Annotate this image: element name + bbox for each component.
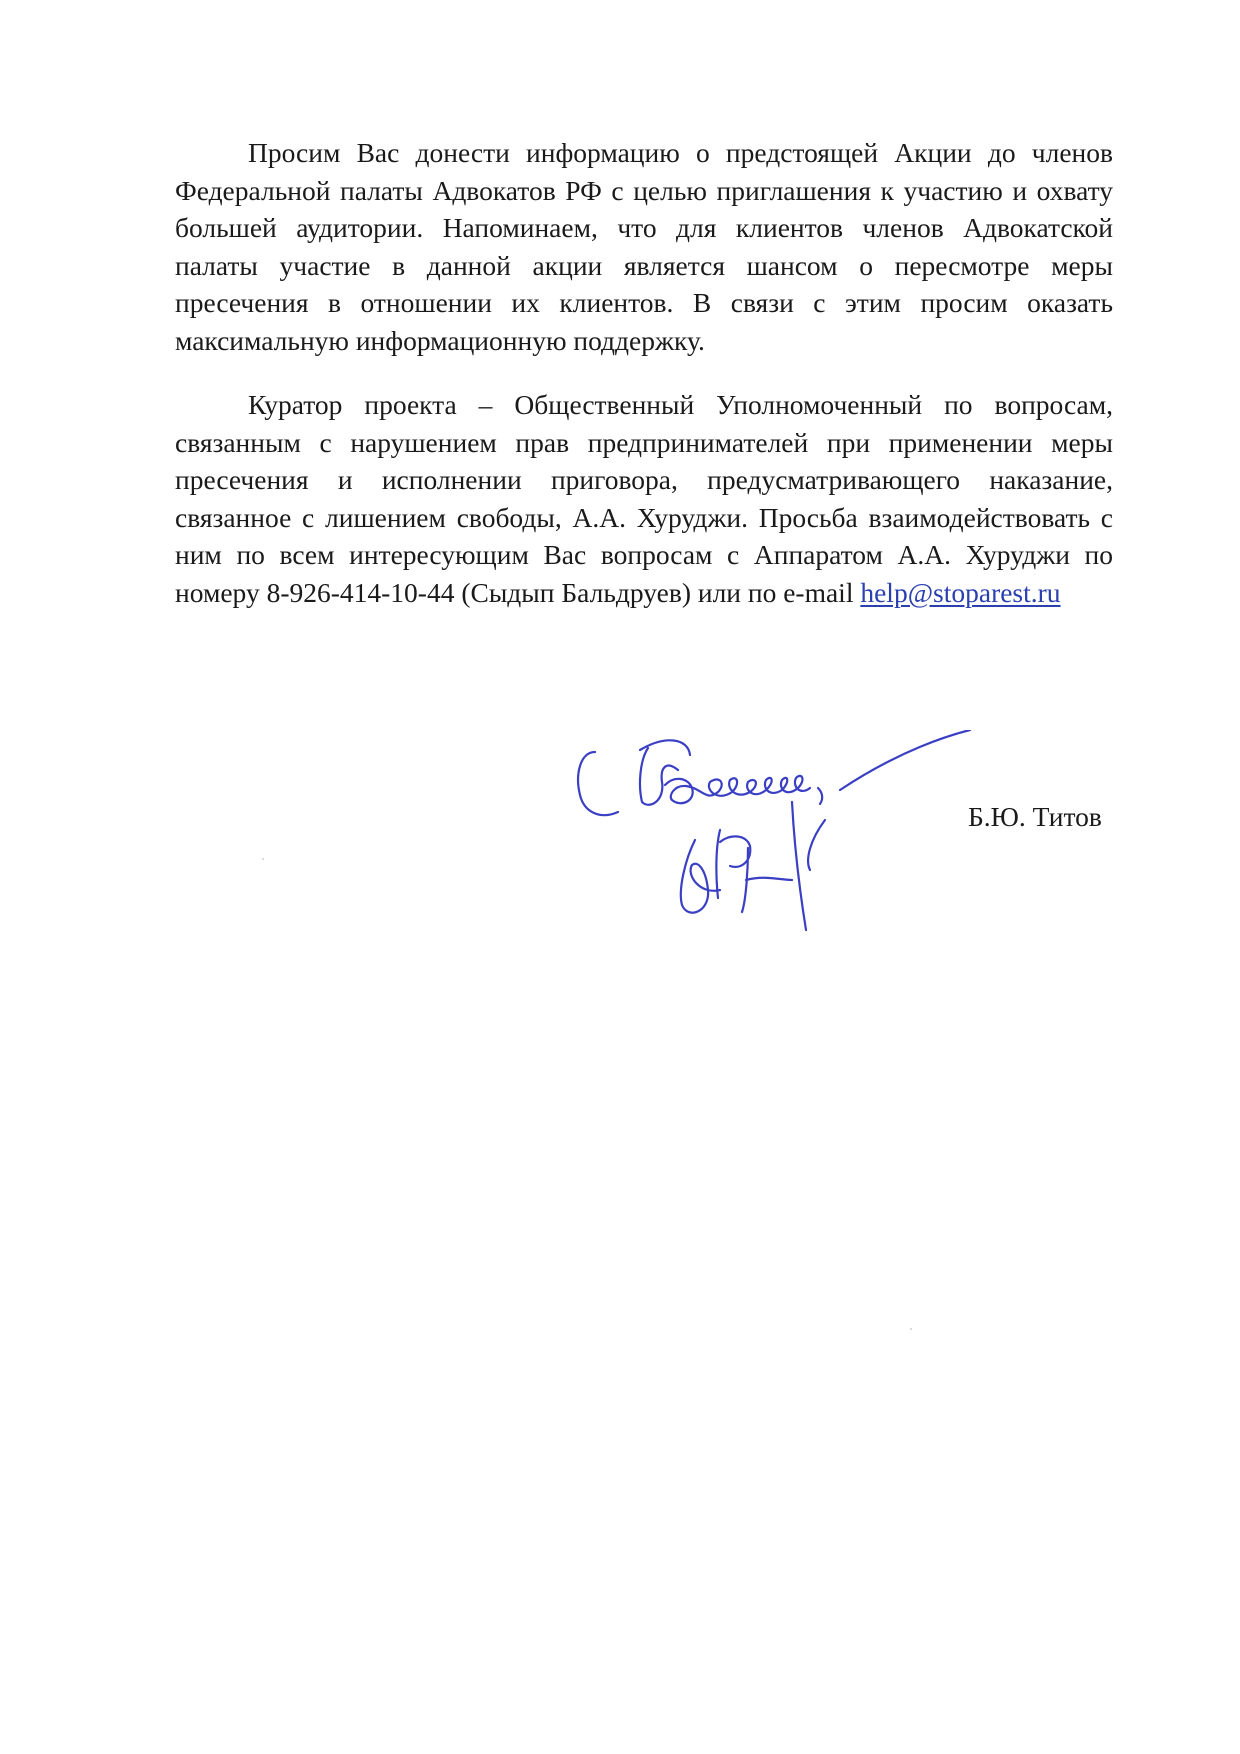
paragraph-request-text: Просим Вас донести информацию о предстоящей Акции до членов Федеральной палаты Адвокатов РФ с целью приглашения к участию и охвату большей аудитории. Напоминаем, что для клиентов членов Адвокатской палаты участие в данной акции является шансом о пересмотре меры пресечения в отношении их клиентов. В связи с этим просим оказать максимальную информационную поддержку. bbox=[175, 137, 1113, 356]
scan-speck bbox=[262, 858, 264, 860]
paragraph-curator bbox=[175, 386, 1113, 611]
handwritten-signature bbox=[570, 730, 1090, 1010]
paragraph-curator-text: Куратор проекта – Общественный Уполномоченный по вопросам, связанным с нарушением прав предпринимателей при применении меры пресечения и исполнении приговора, предусматривающего наказание, связанное с лишением свободы, А.А. Хуруджи. Просьба взаимодействовать с ним по всем интересующим Вас вопросам с Аппаратом А.А. Хуруджи по номеру 8-926-414-10-44 (Сыдып Бальдруев) или по e-mail bbox=[175, 389, 1113, 608]
email-link[interactable]: help@stoparest.ru bbox=[860, 576, 1061, 608]
scan-speck bbox=[910, 1328, 912, 1330]
paragraph-request bbox=[175, 134, 1113, 359]
signer-name: Б.Ю. Титов bbox=[968, 801, 1102, 832]
